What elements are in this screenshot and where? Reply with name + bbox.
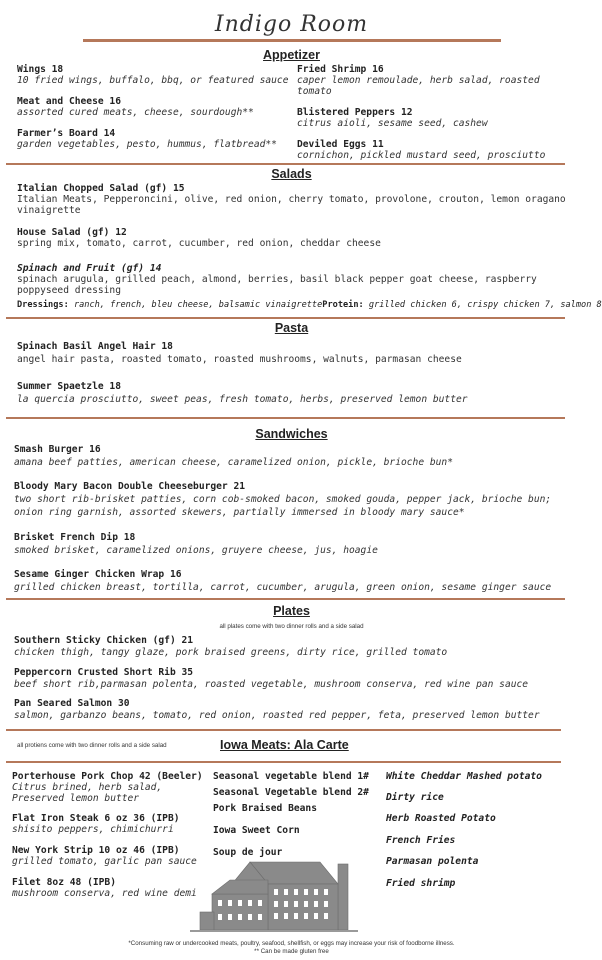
dressings-list: ranch, french, bleu cheese, balsamic vinaigrette xyxy=(73,300,323,310)
item-desc-cont: onion ring garnish, assorted skewers, partially immersed in bloody mary sauce* xyxy=(14,507,465,518)
item-name: New York Strip 10 oz 46 (IPB) xyxy=(12,845,180,856)
item-name: Meat and Cheese 16 xyxy=(17,96,121,107)
building-illustration xyxy=(190,856,358,934)
appetizer-left-1 xyxy=(17,64,288,86)
salad-item-3 xyxy=(17,263,537,296)
item-name: Fried Shrimp 16 xyxy=(297,64,384,75)
item-name: Bloody Mary Bacon Double Cheeseburger 21 xyxy=(14,481,246,492)
sandwich-item-1 xyxy=(14,444,453,468)
iowa-meat-3 xyxy=(12,845,197,867)
appetizer-right-1 xyxy=(297,64,540,97)
item-name: Southern Sticky Chicken (gf) 21 xyxy=(14,635,194,646)
appetizer-right-2 xyxy=(297,107,488,129)
pasta-item-1 xyxy=(17,341,462,365)
item-desc: angel hair pasta, roasted tomato, roasted mushrooms, walnuts, parmasan cheese xyxy=(17,354,462,365)
salad-item-2 xyxy=(17,227,381,249)
item-desc: beef short rib,parmasan polenta, roasted vegetable, mushroom conserva, red wine pan sauce xyxy=(14,679,529,690)
item-desc: citrus aioli, sesame seed, cashew xyxy=(297,118,488,129)
plate-item-2 xyxy=(14,667,528,690)
item-desc: garden vegetables, pesto, hummus, flatbread** xyxy=(17,139,277,150)
side-item: Seasonal vegetable blend 1# xyxy=(213,771,369,782)
item-desc: chicken thigh, tangy glaze, pork braised greens, dirty rice, grilled tomato xyxy=(14,647,448,658)
item-desc: caper lemon remoulade, herb salad, roasted xyxy=(297,75,540,86)
item-desc: cornichon, pickled mustard seed, prosciutto xyxy=(297,150,546,161)
item-desc: spring mix, tomato, carrot, cucumber, red onion, cheddar cheese xyxy=(17,238,381,249)
salad-addons xyxy=(17,300,602,311)
salads-heading: Salads xyxy=(271,167,312,181)
iowa-meat-1 xyxy=(12,771,203,804)
footer-disclaimer: *Consuming raw or undercooked meats, poultry, seafood, shellfish, or eggs may increase your risk of foodborne illness. xyxy=(128,940,455,947)
item-name: Smash Burger 16 xyxy=(14,444,101,455)
iowa-meat-4 xyxy=(12,877,197,899)
sandwich-item-2 xyxy=(14,481,551,518)
section-rule xyxy=(6,317,565,319)
menu-title: Indigo Room xyxy=(214,12,369,37)
salad-item-1 xyxy=(17,183,566,216)
item-name: Spinach and Fruit (gf) 14 xyxy=(17,263,162,274)
item-name: Filet 8oz 48 (IPB) xyxy=(12,877,116,888)
item-desc: la quercia prosciutto, sweet peas, fresh tomato, herbs, preserved lemon butter xyxy=(17,394,468,405)
side-item: White Cheddar Mashed potato xyxy=(386,771,542,782)
appetizer-left-2 xyxy=(17,96,254,118)
iowa-sides-middle xyxy=(213,771,369,858)
item-name: Sesame Ginger Chicken Wrap 16 xyxy=(14,569,182,580)
item-name: Pan Seared Salmon 30 xyxy=(14,698,130,709)
section-rule xyxy=(6,163,565,165)
item-desc: Citrus brined, herb salad, xyxy=(12,782,163,793)
item-desc: mushroom conserva, red wine demi xyxy=(12,888,197,899)
item-name: Porterhouse Pork Chop 42 (Beeler) xyxy=(12,771,203,782)
side-item: Pork Braised Beans xyxy=(213,803,317,814)
protein-list: grilled chicken 6, crispy chicken 7, salmon 8 xyxy=(368,300,602,310)
item-desc-cont: vinaigrette xyxy=(17,205,81,216)
protein-label: Protein: xyxy=(322,300,364,310)
dressings-label: Dressings: xyxy=(17,300,69,310)
side-item: Parmasan polenta xyxy=(386,856,479,867)
plates-heading: Plates xyxy=(273,604,310,618)
plate-item-1 xyxy=(14,635,447,658)
plates-note: all plates come with two dinner rolls and a side salad xyxy=(219,623,364,630)
section-rule xyxy=(6,761,561,763)
side-item: French Fries xyxy=(386,835,456,846)
item-desc-cont: tomato xyxy=(297,86,332,97)
sandwich-item-3 xyxy=(14,532,378,556)
iowa-sides-right xyxy=(386,771,542,889)
item-name: Blistered Peppers 12 xyxy=(297,107,413,118)
section-rule xyxy=(6,729,561,731)
side-item: Soup de jour xyxy=(213,847,283,858)
iowa-note: all protiens come with two dinner rolls and a side salad xyxy=(17,742,167,749)
item-desc-cont: Preserved lemon butter xyxy=(12,793,140,804)
item-desc: spinach arugula, grilled peach, almond, berries, basil black pepper goat cheese, raspberry xyxy=(17,274,537,285)
item-desc: amana beef patties, american cheese, caramelized onion, pickle, brioche bun* xyxy=(14,457,453,468)
item-desc-cont: poppyseed dressing xyxy=(17,285,121,296)
item-desc: assorted cured meats, cheese, sourdough** xyxy=(17,107,254,118)
appetizer-right-3 xyxy=(297,139,545,161)
side-item: Fried shrimp xyxy=(386,878,456,889)
footer-gluten-note: ** Can be made gluten free xyxy=(254,948,329,955)
item-name: Summer Spaetzle 18 xyxy=(17,381,121,392)
item-name: Italian Chopped Salad (gf) 15 xyxy=(17,183,185,194)
item-desc: Italian Meats, Pepperoncini, olive, red onion, cherry tomato, provolone, crouton, lemon oragano xyxy=(17,194,566,205)
item-name: Wings 18 xyxy=(17,64,64,75)
sandwiches-heading: Sandwiches xyxy=(255,427,328,441)
iowa-meat-2 xyxy=(12,813,180,835)
side-item: Dirty rice xyxy=(386,792,444,803)
item-name: Peppercorn Crusted Short Rib 35 xyxy=(14,667,194,678)
title-rule xyxy=(83,39,501,42)
appetizer-left-3 xyxy=(17,128,277,150)
side-item: Herb Roasted Potato xyxy=(386,813,496,824)
item-desc: smoked brisket, caramelized onions, gruyere cheese, jus, hoagie xyxy=(14,545,378,556)
item-desc: grilled tomato, garlic pan sauce xyxy=(12,856,197,867)
pasta-item-2 xyxy=(17,381,468,405)
item-name: Brisket French Dip 18 xyxy=(14,532,136,543)
item-name: Deviled Eggs 11 xyxy=(297,139,384,150)
item-desc: salmon, garbanzo beans, tomato, red onion, roasted red pepper, feta, preserved lemon butter xyxy=(14,710,540,721)
item-name: House Salad (gf) 12 xyxy=(17,227,127,238)
appetizer-heading: Appetizer xyxy=(263,48,320,62)
item-desc: shisito peppers, chimichurri xyxy=(12,824,174,835)
item-name: Spinach Basil Angel Hair 18 xyxy=(17,341,173,352)
section-rule xyxy=(6,598,565,600)
item-desc: two short rib-brisket patties, corn cob-smoked bacon, smoked gouda, pepper jack, brioche bun; xyxy=(14,494,552,505)
iowa-heading: Iowa Meats: Ala Carte xyxy=(220,738,349,752)
pasta-heading: Pasta xyxy=(274,321,309,335)
plate-item-3 xyxy=(14,698,540,721)
sandwich-item-4 xyxy=(14,569,551,593)
section-rule xyxy=(6,417,565,419)
item-name: Flat Iron Steak 6 oz 36 (IPB) xyxy=(12,813,180,824)
side-item: Seasonal Vegetable blend 2# xyxy=(213,787,369,798)
item-name: Farmer’s Board 14 xyxy=(17,128,116,139)
side-item: Iowa Sweet Corn xyxy=(213,825,300,836)
item-desc: 10 fried wings, buffalo, bbq, or featured sauce xyxy=(17,75,289,86)
item-desc: grilled chicken breast, tortilla, carrot, cucumber, arugula, green onion, sesame ginger sauce xyxy=(14,582,552,593)
